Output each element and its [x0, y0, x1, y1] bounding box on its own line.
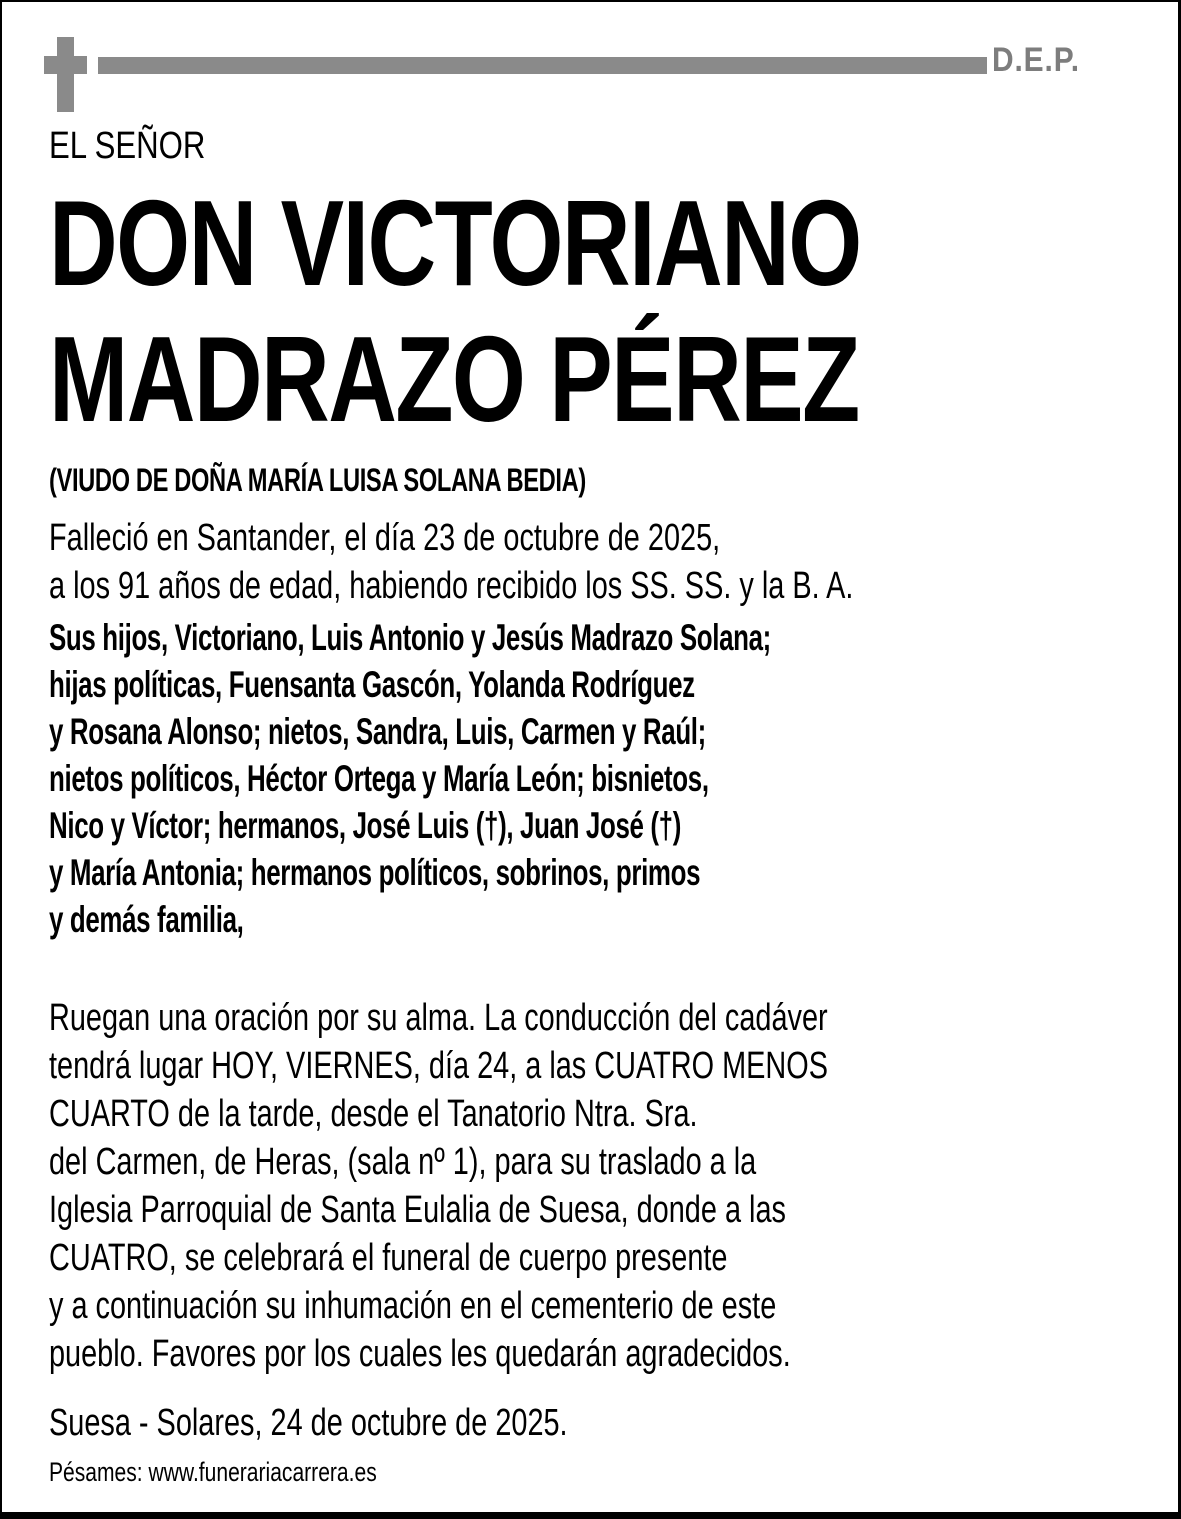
family-line: y demás familia, — [49, 899, 244, 940]
cross-vertical-bar — [57, 37, 74, 112]
family-line: Nico y Víctor; hermanos, José Luis (†), Juan José (†) — [49, 805, 682, 846]
family-line: Sus hijos, Victoriano, Luis Antonio y Jesús Madrazo Solana; — [49, 617, 771, 658]
dep-label: D.E.P. — [992, 41, 1080, 79]
title-prefix: EL SEÑOR — [49, 125, 206, 167]
condolences-link[interactable]: Pésames: www.funerariacarrera.es — [49, 1457, 377, 1487]
widow-note: (VIUDO DE DOÑA MARÍA LUISA SOLANA BEDIA) — [49, 462, 586, 498]
deceased-name-line1: DON VICTORIANO — [49, 175, 861, 311]
service-line: CUATRO, se celebrará el funeral de cuerpo presente — [49, 1237, 728, 1279]
service-line: tendrá lugar HOY, VIERNES, día 24, a las CUATRO MENOS — [49, 1045, 828, 1087]
family-line: hijas políticas, Fuensanta Gascón, Yolanda Rodríguez — [49, 664, 695, 705]
service-line: y a continuación su inhumación en el cementerio de este — [49, 1285, 777, 1327]
cross-horizontal-bar — [44, 56, 87, 74]
death-info-line: a los 91 años de edad, habiendo recibido los SS. SS. y la B. A. — [49, 565, 854, 607]
place-date: Suesa - Solares, 24 de octubre de 2025. — [49, 1402, 568, 1444]
service-line: Ruegan una oración por su alma. La conducción del cadáver — [49, 997, 828, 1039]
header-rule — [98, 57, 987, 74]
service-line: CUARTO de la tarde, desde el Tanatorio Ntra. Sra. — [49, 1093, 698, 1135]
service-line: del Carmen, de Heras, (sala nº 1), para su traslado a la — [49, 1141, 757, 1183]
deceased-name-line2: MADRAZO PÉREZ — [49, 311, 859, 447]
family-line: y María Antonia; hermanos políticos, sobrinos, primos — [49, 852, 701, 893]
family-line: y Rosana Alonso; nietos, Sandra, Luis, Carmen y Raúl; — [49, 711, 706, 752]
service-line: Iglesia Parroquial de Santa Eulalia de Suesa, donde a las — [49, 1189, 786, 1231]
death-info-line: Falleció en Santander, el día 23 de octubre de 2025, — [49, 517, 721, 559]
service-line: pueblo. Favores por los cuales les quedarán agradecidos. — [49, 1333, 791, 1375]
family-line: nietos políticos, Héctor Ortega y María León; bisnietos, — [49, 758, 709, 799]
